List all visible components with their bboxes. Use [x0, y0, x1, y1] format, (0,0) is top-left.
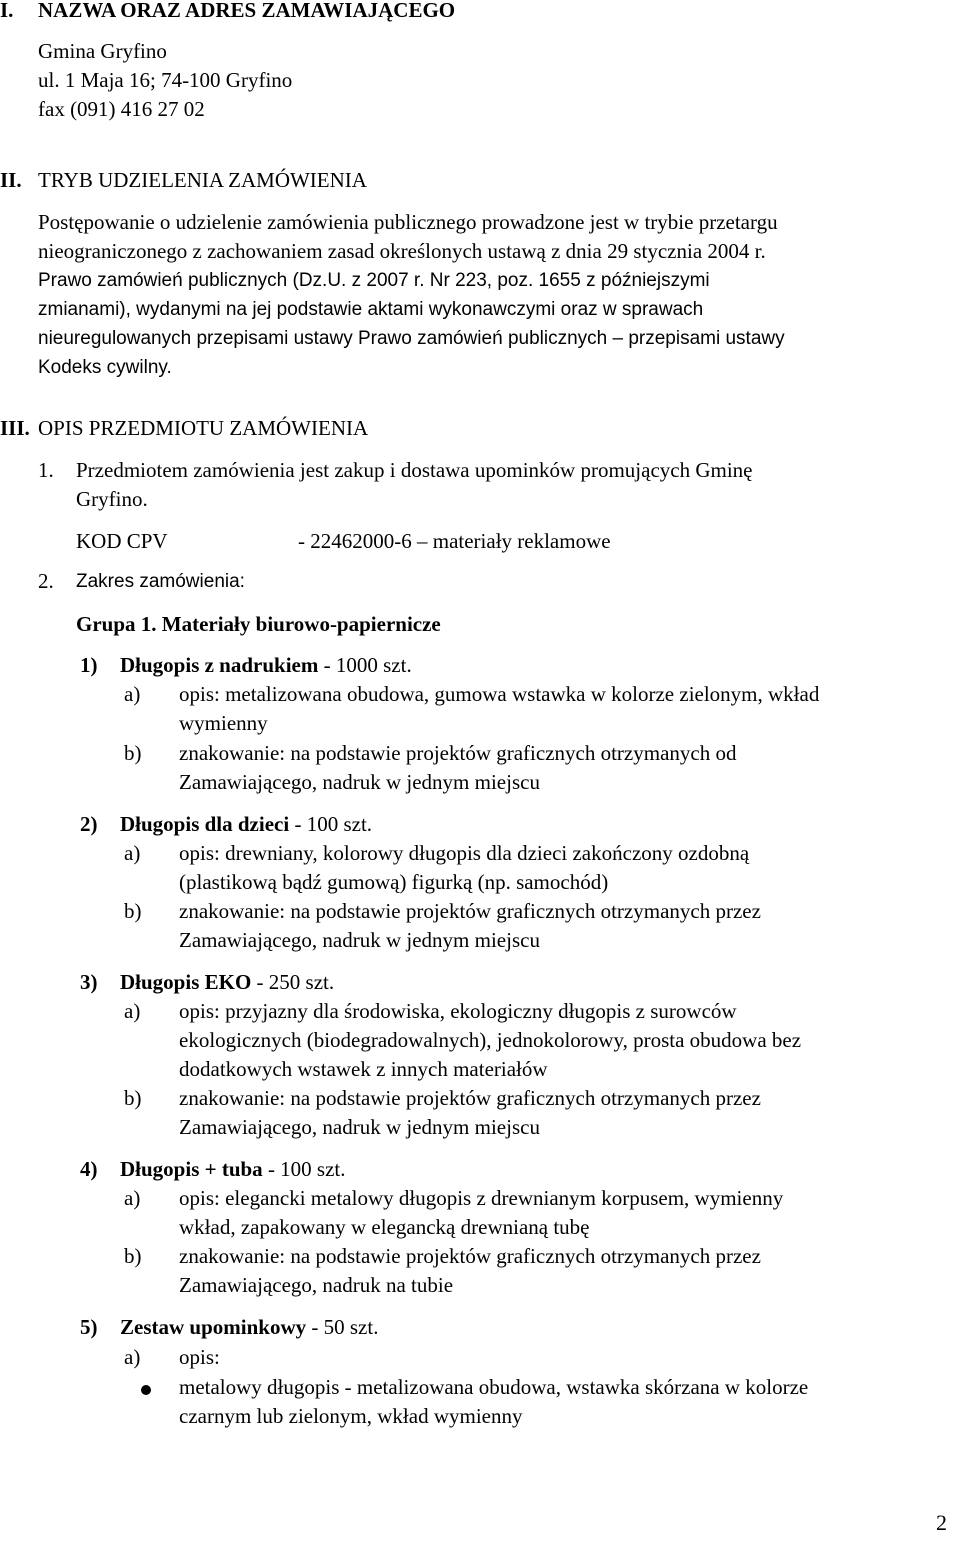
bullet-line: czarnym lub zielonym, wkład wymienny [179, 1404, 523, 1428]
section-3-title: OPIS PRZEDMIOTU ZAMÓWIENIA [38, 416, 369, 440]
product-heading [120, 968, 334, 997]
product-quantity: - 250 szt. [256, 970, 335, 994]
page-number: 2 [936, 1510, 947, 1535]
sub-line: wymienny [179, 711, 268, 735]
sub-letter: b) [124, 1244, 142, 1268]
group-title: Grupa 1. Materiały biurowo-papiernicze [76, 612, 441, 636]
sub-text: opis: [179, 1345, 220, 1369]
sub-line: opis: przyjazny dla środowiska, ekologiczny długopis z surowców [179, 999, 737, 1023]
product-number: 4) [80, 1157, 98, 1181]
sub-text [179, 897, 956, 955]
product-number: 5) [80, 1315, 98, 1339]
bullet-icon [141, 1385, 151, 1395]
bullet-line: metalowy długopis - metalizowana obudowa, wstawka skórzana w kolorze [179, 1375, 809, 1399]
item-1-number: 1. [38, 458, 54, 482]
paragraph-line: Prawo zamówień publicznych (Dz.U. z 2007 r. Nr 223, poz. 1655 z późniejszymi [38, 270, 710, 291]
sub-line: Zamawiającego, nadruk w jednym miejscu [179, 928, 540, 952]
sub-line: opis: drewniany, kolorowy długopis dla dzieci zakończony ozdobną [179, 841, 750, 865]
sub-letter: b) [124, 899, 142, 923]
paragraph-line: Postępowanie o udzielenie zamówienia publicznego prowadzone jest w trybie przetargu [38, 210, 778, 234]
product-quantity: - 100 szt. [267, 1157, 346, 1181]
sub-text [179, 839, 956, 897]
address-line-1: Gmina Gryfino [38, 39, 167, 63]
sub-line: znakowanie: na podstawie projektów graficznych otrzymanych przez [179, 1244, 761, 1268]
product-name: Długopis + tuba [120, 1157, 263, 1181]
paragraph-line: nieuregulowanych przepisami ustawy Prawo zamówień publicznych – przepisami ustawy [38, 328, 785, 349]
sub-line: dodatkowych wstawek z innych materiałów [179, 1057, 548, 1081]
cpv-value: - 22462000-6 – materiały reklamowe [298, 529, 611, 553]
section-1-number: I. [0, 0, 14, 22]
bullet-text [179, 1373, 956, 1431]
section-2-paragraph [38, 208, 956, 382]
product-name: Długopis dla dzieci [120, 812, 290, 836]
product-quantity: - 1000 szt. [323, 653, 412, 677]
sub-line: ekologicznych (biodegradowalnych), jednokolorowy, prosta obudowa bez [179, 1028, 802, 1052]
item-2-text: Zakres zamówienia: [76, 571, 245, 592]
sub-text [179, 1084, 956, 1142]
product-heading [120, 1155, 346, 1184]
sub-line: wkład, zapakowany w elegancką drewnianą tubę [179, 1215, 590, 1239]
section-2-number: II. [0, 168, 22, 192]
sub-letter: a) [124, 1345, 141, 1369]
sub-line: Zamawiającego, nadruk na tubie [179, 1273, 454, 1297]
sub-letter: b) [124, 1086, 142, 1110]
sub-line: (plastikową bądź gumową) figurką (np. samochód) [179, 870, 609, 894]
address-line-3: fax (091) 416 27 02 [38, 97, 205, 121]
sub-line: opis: elegancki metalowy długopis z drewnianym korpusem, wymienny [179, 1186, 784, 1210]
product-name: Długopis z nadrukiem [120, 653, 319, 677]
product-number: 3) [80, 970, 98, 994]
sub-letter: a) [124, 999, 141, 1023]
sub-text [179, 1242, 956, 1300]
sub-line: znakowanie: na podstawie projektów graficznych otrzymanych przez [179, 1086, 761, 1110]
item-1-line: Gryfino. [76, 487, 148, 511]
sub-letter: a) [124, 1186, 141, 1210]
sub-text [179, 1184, 956, 1242]
cpv-label: KOD CPV [76, 529, 168, 553]
paragraph-line: zmianami), wydanymi na jej podstawie aktami wykonawczymi oraz w sprawach [38, 299, 704, 320]
product-name: Zestaw upominkowy [120, 1315, 307, 1339]
sub-text [179, 997, 956, 1084]
product-name: Długopis EKO [120, 970, 252, 994]
product-number: 1) [80, 653, 98, 677]
section-3-number: III. [0, 416, 30, 440]
product-heading [120, 651, 412, 680]
product-heading [120, 810, 372, 839]
sub-line: opis: metalizowana obudowa, gumowa wstawka w kolorze zielonym, wkład [179, 682, 820, 706]
sub-letter: b) [124, 741, 142, 765]
product-quantity: - 50 szt. [311, 1315, 379, 1339]
section-1-title: NAZWA ORAZ ADRES ZAMAWIAJĄCEGO [38, 0, 456, 22]
product-quantity: - 100 szt. [294, 812, 373, 836]
sub-line: znakowanie: na podstawie projektów graficznych otrzymanych od [179, 741, 737, 765]
address-line-2: ul. 1 Maja 16; 74-100 Gryfino [38, 68, 293, 92]
paragraph-line: nieograniczonego z zachowaniem zasad określonych ustawą z dnia 29 stycznia 2004 r. [38, 239, 766, 263]
sub-line: Zamawiającego, nadruk w jednym miejscu [179, 770, 540, 794]
item-1-text [76, 456, 956, 514]
sub-line: Zamawiającego, nadruk w jednym miejscu [179, 1115, 540, 1139]
sub-letter: a) [124, 841, 141, 865]
product-heading [120, 1313, 378, 1342]
item-1-line: Przedmiotem zamówienia jest zakup i dostawa upominków promujących Gminę [76, 458, 753, 482]
section-2-title: TRYB UDZIELENIA ZAMÓWIENIA [38, 168, 367, 192]
sub-line: znakowanie: na podstawie projektów graficznych otrzymanych przez [179, 899, 761, 923]
paragraph-line: Kodeks cywilny. [38, 357, 172, 378]
item-2-number: 2. [38, 569, 54, 593]
sub-text [179, 680, 956, 738]
sub-text [179, 739, 956, 797]
product-number: 2) [80, 812, 98, 836]
sub-letter: a) [124, 682, 141, 706]
